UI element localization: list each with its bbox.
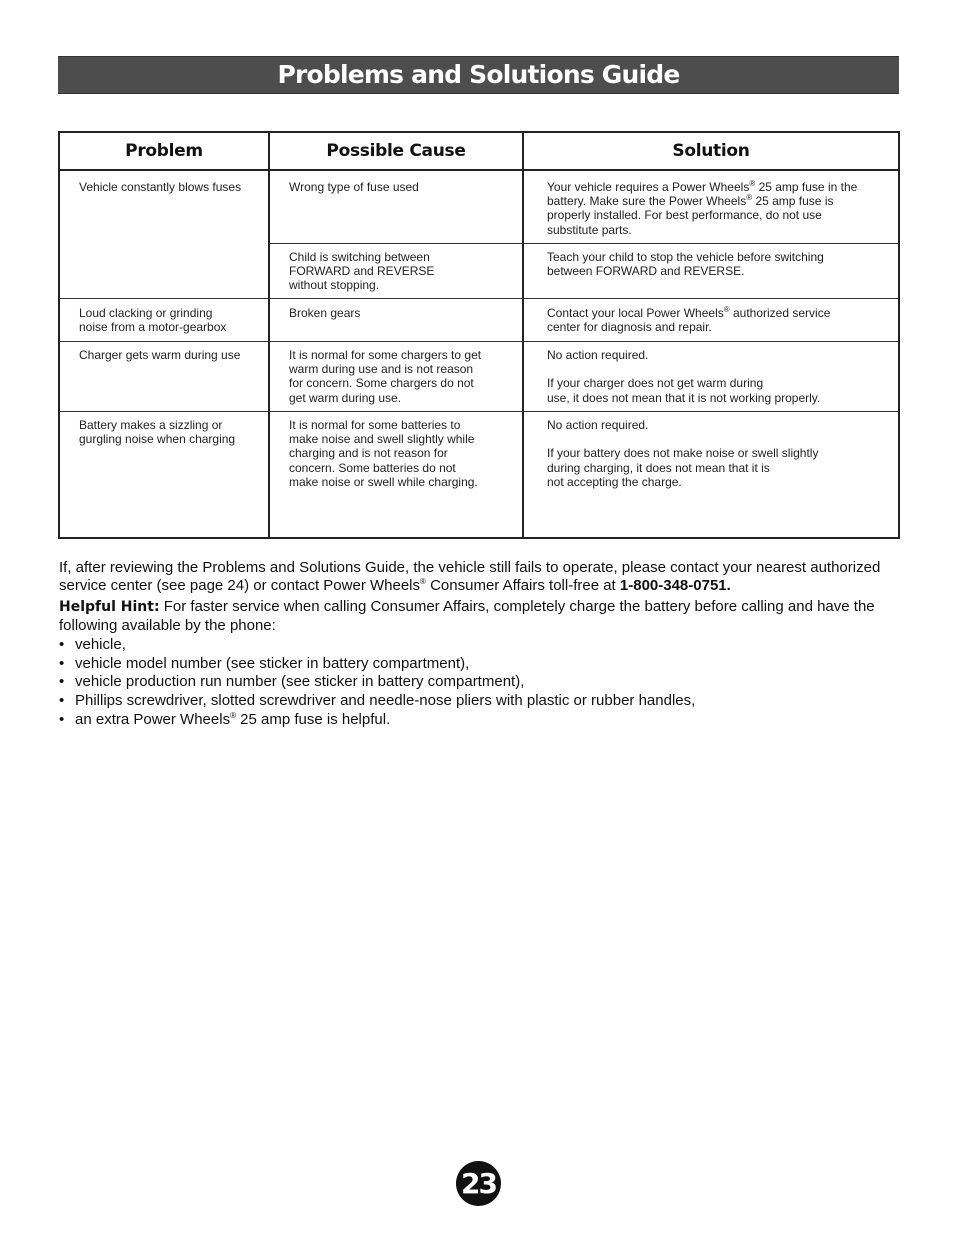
hint-paragraph xyxy=(59,598,904,634)
bullet-icon: • xyxy=(59,673,65,691)
contact-info-section xyxy=(59,559,904,729)
list-item-text: an extra Power Wheels xyxy=(75,710,231,728)
bullet-icon: • xyxy=(59,636,65,653)
list-item xyxy=(59,673,904,691)
list-item-text: vehicle, xyxy=(75,636,126,653)
contact-paragraph xyxy=(59,559,904,594)
contact-text: Consumer Affairs toll-free at xyxy=(425,576,620,594)
column-divider xyxy=(268,133,270,537)
solution-text: 25 amp fuse is properly installed. For best performance, do not use substitute parts. xyxy=(547,194,834,237)
list-item-text: Phillips screwdriver, slotted screwdriver and needle-nose pliers with plastic or rubber handles, xyxy=(75,692,696,710)
list-item-text: vehicle model number (see sticker in battery compartment), xyxy=(75,654,470,672)
table-cell-problem: Charger gets warm during use xyxy=(79,348,241,362)
phone-number: 1-800-348-0751. xyxy=(619,576,731,594)
bullet-icon: • xyxy=(59,654,65,672)
table-cell-solution xyxy=(547,180,892,237)
table-cell-cause: Broken gears xyxy=(289,306,361,320)
header-divider xyxy=(60,169,898,171)
list-item xyxy=(59,692,904,710)
table-cell-problem: Loud clacking or grinding noise from a motor-gearbox xyxy=(79,306,227,335)
registered-mark: ® xyxy=(746,193,753,203)
table-cell-cause: It is normal for some batteries to make noise and swell slightly while charging and is not reason for concern. Some batteries do not make noise or swell while charging. xyxy=(289,418,478,489)
hint-label: Helpful Hint: xyxy=(59,599,160,615)
solution-text: Contact your local Power Wheels xyxy=(547,306,724,320)
row-divider xyxy=(60,298,898,299)
bullet-icon: • xyxy=(59,692,65,710)
solution-text: Your vehicle requires a Power Wheels xyxy=(547,180,750,194)
row-divider xyxy=(60,341,898,342)
page-title: Problems and Solutions Guide xyxy=(277,60,680,89)
header-possible-cause: Possible Cause xyxy=(326,141,466,161)
registered-mark: ® xyxy=(723,305,730,314)
header-problem: Problem xyxy=(125,141,203,161)
registered-mark: ® xyxy=(420,576,426,586)
table-cell-cause: It is normal for some chargers to get warm during use and is not reason for concern. Some chargers do not get warm during use. xyxy=(289,348,482,405)
row-divider xyxy=(270,243,898,244)
column-divider xyxy=(522,133,524,537)
contact-text: If, after reviewing the Problems and Solutions Guide, the vehicle still fails to operate, please contact your nearest authorized service center (see page 24) or contact Power Wheels xyxy=(59,559,881,594)
title-banner xyxy=(58,56,899,94)
registered-mark: ® xyxy=(230,710,236,720)
list-item xyxy=(59,636,904,654)
header-solution: Solution xyxy=(672,141,750,161)
table-cell-solution: No action required. If your battery does not make noise or swell slightly during charging, it does not mean that it is not accepting the charge. xyxy=(547,418,819,489)
row-divider xyxy=(60,411,898,412)
table-cell-problem: Battery makes a sizzling or gurgling noise when charging xyxy=(79,418,236,447)
table-cell-solution: No action required. If your charger does not get warm during use, it does not mean that it is not working properly. xyxy=(547,348,821,405)
solution-text: authorized service center for diagnosis and repair. xyxy=(547,306,831,335)
list-item-text: 25 amp fuse is helpful. xyxy=(235,710,391,728)
table-cell-cause: Child is switching between FORWARD and REVERSE without stopping. xyxy=(289,250,435,293)
hint-text: For faster service when calling Consumer Affairs, completely charge the battery before calling and have the following available by the phone: xyxy=(59,598,875,634)
table-cell-cause: Wrong type of fuse used xyxy=(289,180,419,194)
solution-text: 25 amp fuse in the battery. Make sure the Power Wheels xyxy=(547,180,858,209)
table-header-row xyxy=(60,133,898,170)
table-cell-solution: Teach your child to stop the vehicle before switching between FORWARD and REVERSE. xyxy=(547,250,824,279)
table-cell-problem: Vehicle constantly blows fuses xyxy=(79,180,242,194)
list-item xyxy=(59,711,904,729)
list-item-text: vehicle production run number (see sticker in battery compartment), xyxy=(75,673,525,691)
checklist xyxy=(59,636,904,728)
problems-solutions-table xyxy=(58,131,900,539)
table-cell-solution xyxy=(547,306,892,334)
page-number-badge: 23 xyxy=(456,1161,501,1206)
list-item xyxy=(59,655,904,673)
registered-mark: ® xyxy=(749,179,756,188)
bullet-icon: • xyxy=(59,710,65,728)
